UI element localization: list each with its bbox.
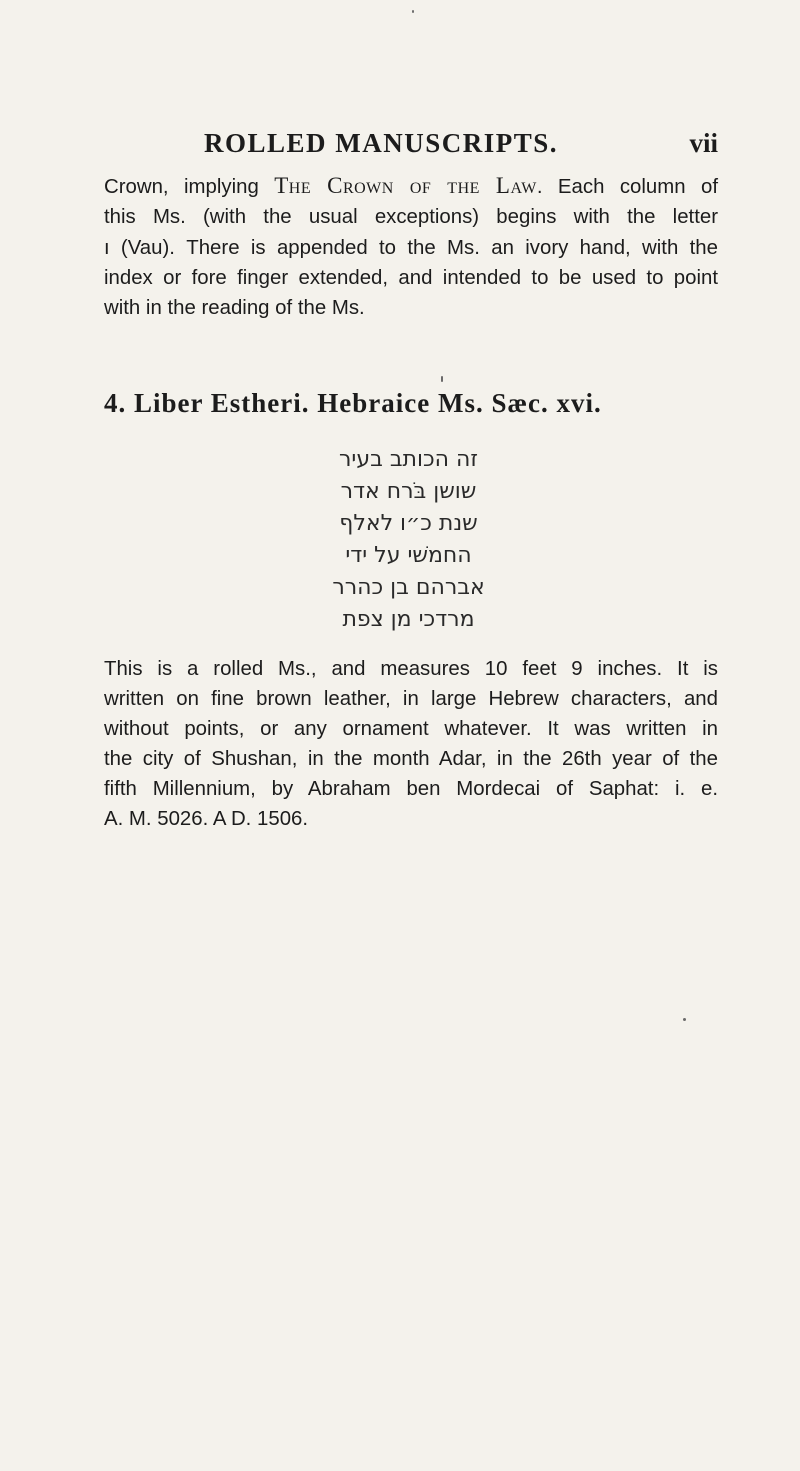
intro-line-5: with in the reading of the Ms.: [104, 297, 365, 319]
vau-letter: ו: [104, 235, 110, 259]
hebrew-colophon: [104, 444, 718, 636]
running-head: [104, 128, 718, 168]
description-line: written on fine brown leather, in large Hebrew characters, and: [104, 688, 718, 710]
hebrew-line: זה הכותב בעיר: [339, 447, 478, 472]
intro-line-2: this Ms. (with the usual exceptions) begins with the letter: [104, 206, 718, 228]
intro-line-1: Crown, implying The Crown of the Law. Each column of: [104, 173, 718, 198]
description-line: A. M. 5026. A D. 1506.: [104, 808, 309, 830]
intro-paragraph: [104, 171, 718, 323]
description-line: without points, or any ornament whatever. It was written in: [104, 718, 718, 740]
running-title: ROLLED MANUSCRIPTS.: [204, 128, 559, 158]
paper-speck: [441, 376, 443, 382]
hebrew-line: שנת כ״ו לאלף: [339, 511, 478, 536]
description-paragraph: [104, 654, 718, 834]
hebrew-line: שושן בֹּרח אדר: [340, 479, 477, 504]
crown-of-the-law: The Crown of the Law: [274, 173, 537, 198]
paper-speck: [683, 1018, 686, 1021]
hebrew-line: אברהם בן כהרר: [332, 575, 485, 600]
paper-speck: [412, 10, 414, 13]
hebrew-line: החמשׁי על ידי: [345, 543, 472, 568]
description-line: fifth Millennium, by Abraham ben Mordecai of Saphat: i. e.: [104, 778, 718, 800]
page-number: vii: [689, 128, 718, 158]
description-line: the city of Shushan, in the month Adar, in the 26th year of the: [104, 748, 718, 770]
book-page: [104, 128, 718, 834]
intro-line-3: ו (Vau). There is appended to the Ms. an ivory hand, with the: [104, 235, 718, 259]
intro-line-4: index or fore finger extended, and intended to be used to point: [104, 267, 718, 289]
section-heading: 4. Liber Estheri. Hebraice Ms. Sæc. xvi.: [104, 388, 602, 418]
hebrew-line: מרדכי מן צפת: [342, 607, 475, 632]
description-line: This is a rolled Ms., and measures 10 feet 9 inches. It is: [104, 658, 718, 680]
